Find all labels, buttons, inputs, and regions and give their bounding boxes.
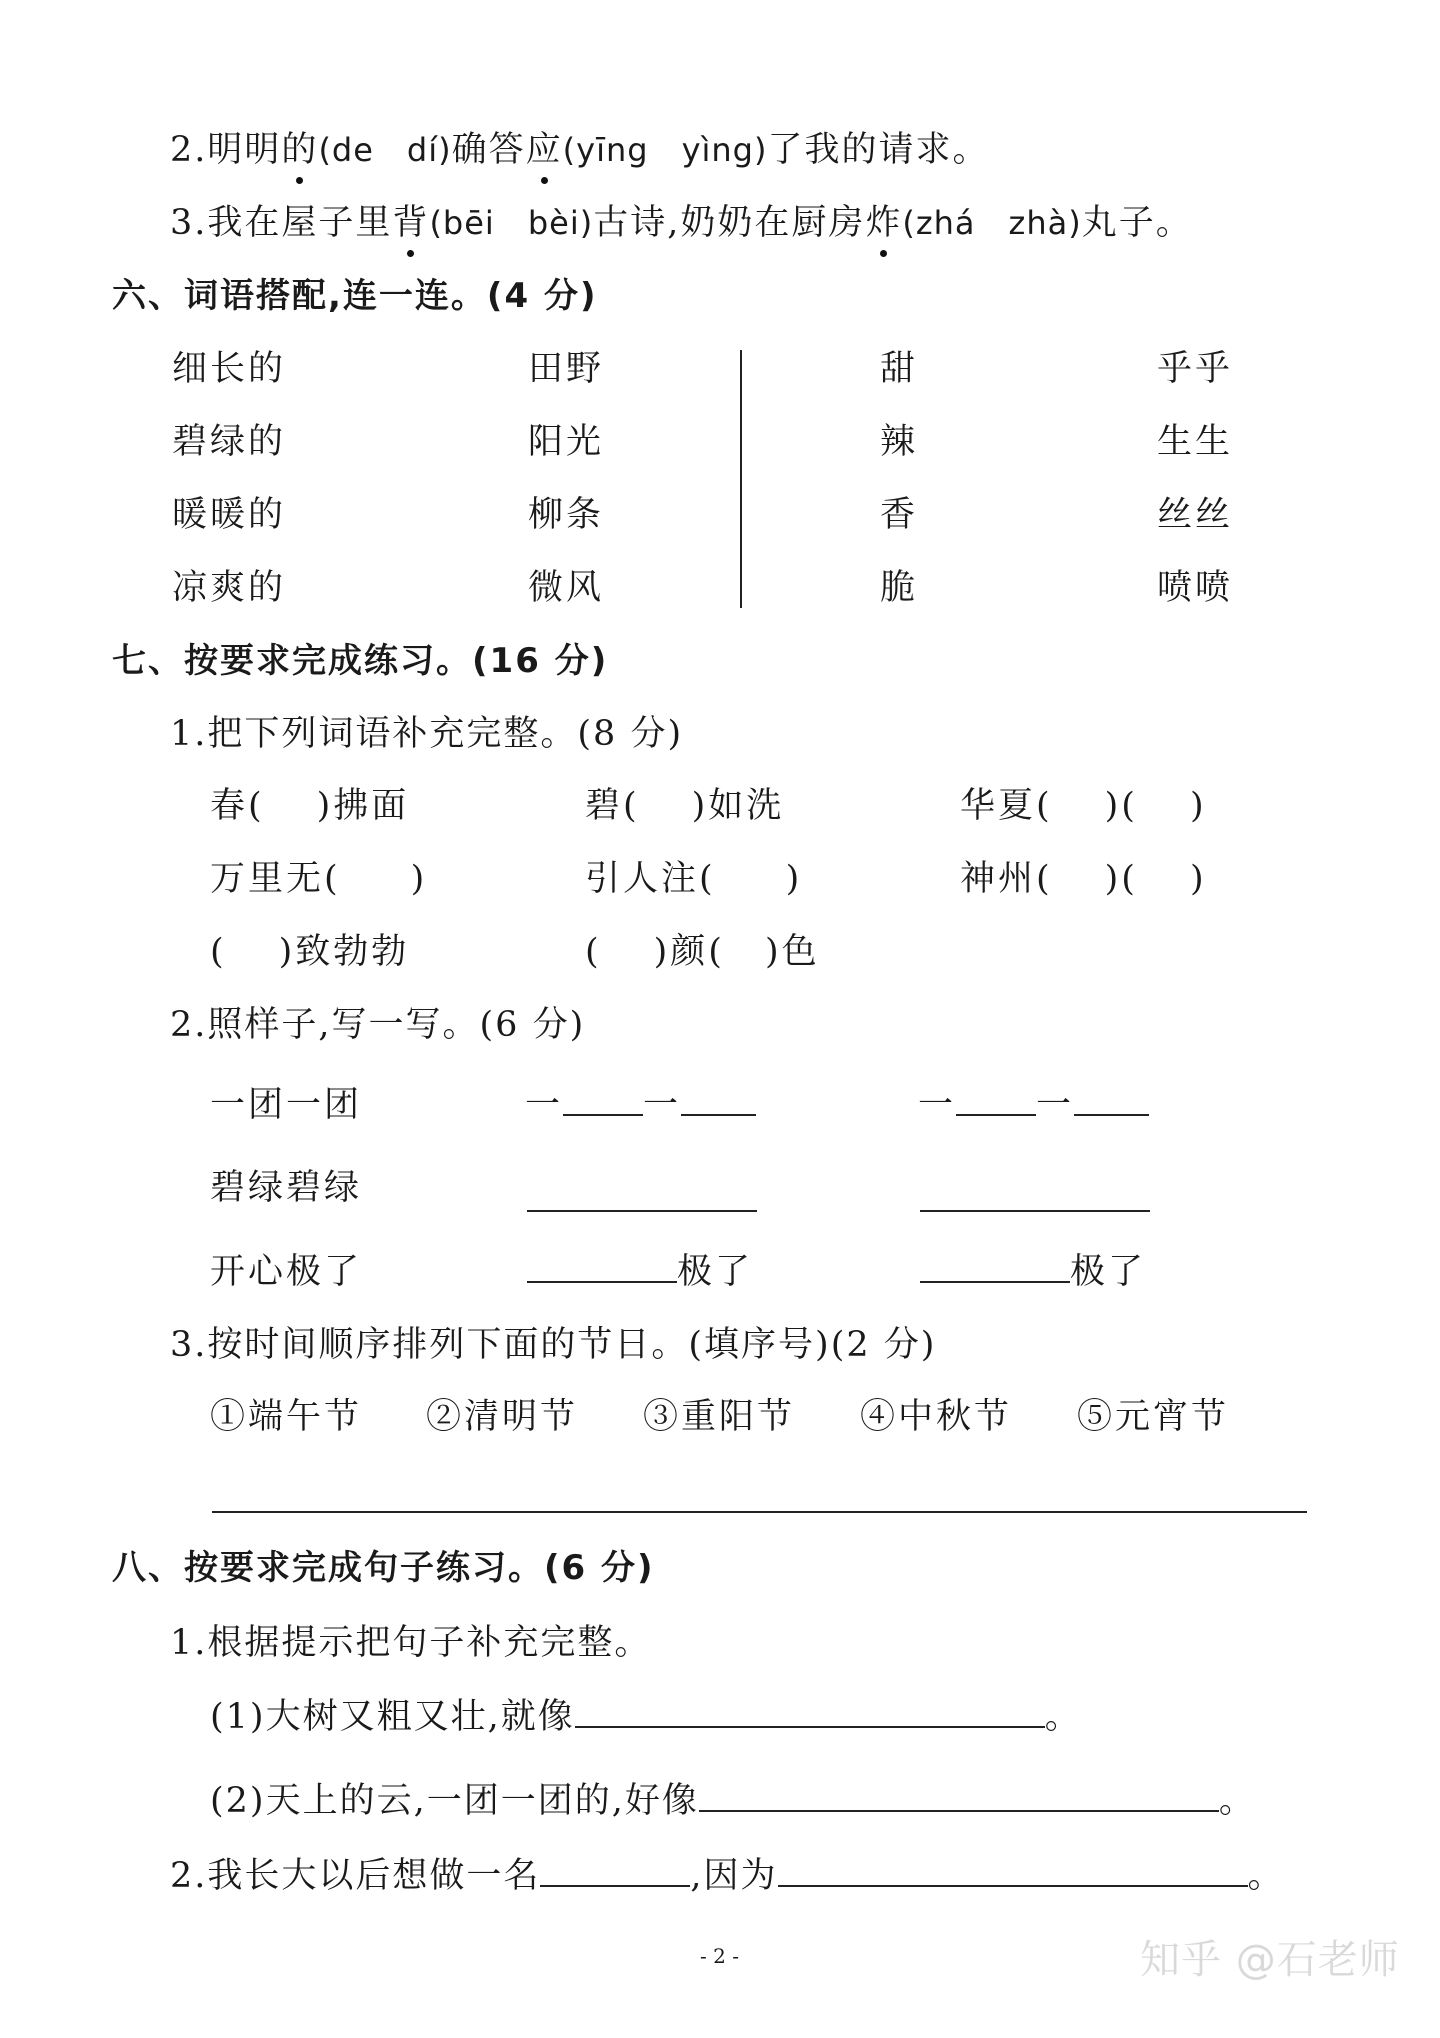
section-6-title: 六、词语搭配,连一连。(4 分) xyxy=(112,276,598,316)
dotted-char: 应 xyxy=(526,126,563,174)
idiom-part: )颜( xyxy=(653,932,725,972)
q7-2-title: 2.照样子,写一写。(6 分) xyxy=(170,1005,586,1045)
idiom-part: ) xyxy=(1189,786,1207,826)
idiom-part: ) xyxy=(410,859,428,899)
idiom-part: ( xyxy=(210,932,227,972)
match-left-target: 柳条 xyxy=(528,495,605,535)
idiom-part: )( xyxy=(1104,786,1138,826)
match-left-target: 微风 xyxy=(528,568,605,608)
answer-blank[interactable] xyxy=(1074,1084,1149,1116)
festival-option: ②清明节 xyxy=(426,1397,579,1437)
dotted-char: 的 xyxy=(281,126,318,174)
sentence-text: 2.我长大以后想做一名 xyxy=(170,1856,541,1896)
item-text: 我在屋子里 xyxy=(207,203,393,243)
pattern-answer[interactable] xyxy=(918,1081,1149,1129)
pinyin-options: (bēi bèi) xyxy=(429,204,594,242)
festival-option: ⑤元宵节 xyxy=(1077,1397,1230,1437)
pattern-char: 极了 xyxy=(1070,1252,1147,1292)
item-text: 确答 xyxy=(451,130,526,170)
idiom-blank-row xyxy=(210,782,409,830)
idiom-part: )拂面 xyxy=(316,786,410,826)
q7-1-title: 1.把下列词语补充完整。(8 分) xyxy=(170,714,684,754)
pinyin-options: (zhá zhà) xyxy=(902,204,1082,242)
pattern-answer[interactable] xyxy=(525,1081,756,1129)
answer-blank[interactable] xyxy=(681,1084,756,1116)
idiom-blank-row xyxy=(960,855,1207,903)
idiom-blank-row xyxy=(585,855,802,903)
match-left-word: 暖暖的 xyxy=(172,495,287,535)
sentence-completion xyxy=(210,1777,1256,1825)
idiom-part: )( xyxy=(1104,859,1138,899)
item-text: 丸子。 xyxy=(1081,203,1193,243)
section-8-title: 八、按要求完成句子练习。(6 分) xyxy=(112,1548,655,1588)
answer-blank[interactable] xyxy=(527,1251,677,1283)
match-left-word: 凉爽的 xyxy=(172,568,287,608)
item-text: 了我的请求。 xyxy=(767,130,990,170)
idiom-part: )色 xyxy=(764,932,820,972)
idiom-part: )如洗 xyxy=(691,786,785,826)
match-left-word: 碧绿的 xyxy=(172,422,287,462)
match-left-target: 田野 xyxy=(528,349,605,389)
answer-blank[interactable] xyxy=(563,1084,643,1116)
sentence-period: 。 xyxy=(1247,1856,1285,1896)
idiom-part: 春( xyxy=(210,786,265,826)
match-right-word: 甜 xyxy=(880,349,919,389)
pattern-example: 一团一团 xyxy=(210,1085,363,1125)
match-left-target: 阳光 xyxy=(528,422,605,462)
sentence-period: 。 xyxy=(1044,1697,1082,1737)
pattern-example: 开心极了 xyxy=(210,1252,363,1292)
section-7-title: 七、按要求完成练习。(16 分) xyxy=(112,641,609,681)
idiom-part: ) xyxy=(1189,859,1207,899)
answer-blank[interactable] xyxy=(575,1696,1045,1728)
answer-blank[interactable] xyxy=(956,1084,1036,1116)
pinyin-item-2 xyxy=(170,126,990,174)
answer-blank[interactable] xyxy=(778,1855,1248,1887)
sentence-completion xyxy=(170,1852,1285,1900)
match-right-target: 喷喷 xyxy=(1157,568,1234,608)
idiom-part: ) xyxy=(785,859,803,899)
idiom-part: 神州( xyxy=(960,859,1053,899)
idiom-blank-row xyxy=(585,782,784,830)
q7-3-title: 3.按时间顺序排列下面的节日。(填序号)(2 分) xyxy=(170,1325,937,1365)
pattern-char: 一 xyxy=(1036,1085,1075,1125)
sentence-text: (1)大树又粗又壮,就像 xyxy=(210,1697,575,1737)
q8-1-title: 1.根据提示把句子补充完整。 xyxy=(170,1623,652,1663)
idiom-part: 华夏( xyxy=(960,786,1053,826)
match-divider xyxy=(740,350,742,608)
sentence-completion xyxy=(210,1693,1082,1741)
match-left-word: 细长的 xyxy=(172,349,287,389)
sentence-text: (2)天上的云,一团一团的,好像 xyxy=(210,1781,699,1821)
idiom-part: ( xyxy=(585,932,602,972)
idiom-part: )致勃勃 xyxy=(278,932,410,972)
page-number: - 2 - xyxy=(700,1944,739,1968)
pattern-answer[interactable] xyxy=(527,1248,753,1296)
pinyin-options: (yīng yìng) xyxy=(562,131,768,169)
idiom-blank-row xyxy=(210,928,409,976)
pattern-char: 极了 xyxy=(677,1252,754,1292)
match-right-word: 辣 xyxy=(880,422,919,462)
item-text: 古诗,奶奶在厨房 xyxy=(593,203,866,243)
answer-blank[interactable] xyxy=(920,1251,1070,1283)
pattern-char: 一 xyxy=(525,1085,564,1125)
idiom-blank-row xyxy=(210,855,427,903)
festival-option: ③重阳节 xyxy=(643,1397,796,1437)
answer-blank[interactable] xyxy=(920,1180,1150,1212)
sentence-period: 。 xyxy=(1218,1781,1256,1821)
pattern-example: 碧绿碧绿 xyxy=(210,1168,363,1208)
sentence-text: ,因为 xyxy=(690,1856,778,1896)
pinyin-options: (de dí) xyxy=(318,131,452,169)
item-number: 2. xyxy=(170,130,208,170)
answer-blank[interactable] xyxy=(540,1855,690,1887)
match-right-word: 脆 xyxy=(880,568,919,608)
match-right-word: 香 xyxy=(880,495,919,535)
match-right-target: 乎乎 xyxy=(1157,349,1234,389)
pattern-answer[interactable] xyxy=(920,1248,1146,1296)
idiom-part: 万里无( xyxy=(210,859,341,899)
watermark: 知乎 @石老师 xyxy=(1140,1937,1400,1983)
festival-option: ④中秋节 xyxy=(860,1397,1013,1437)
answer-blank[interactable] xyxy=(527,1180,757,1212)
answer-blank[interactable] xyxy=(699,1780,1219,1812)
pattern-char: 一 xyxy=(918,1085,957,1125)
dotted-char: 炸 xyxy=(865,199,902,247)
idiom-blank-row xyxy=(960,782,1207,830)
item-number: 3. xyxy=(170,203,208,243)
idiom-part: 碧( xyxy=(585,786,640,826)
match-right-target: 丝丝 xyxy=(1157,495,1234,535)
dotted-char: 背 xyxy=(392,199,429,247)
item-text: 明明 xyxy=(207,130,282,170)
idiom-part: 引人注( xyxy=(585,859,716,899)
festival-option: ①端午节 xyxy=(210,1397,363,1437)
pinyin-item-3 xyxy=(170,199,1193,247)
idiom-blank-row xyxy=(585,928,820,976)
pattern-char: 一 xyxy=(643,1085,682,1125)
answer-line[interactable] xyxy=(212,1511,1307,1513)
match-right-target: 生生 xyxy=(1157,422,1234,462)
